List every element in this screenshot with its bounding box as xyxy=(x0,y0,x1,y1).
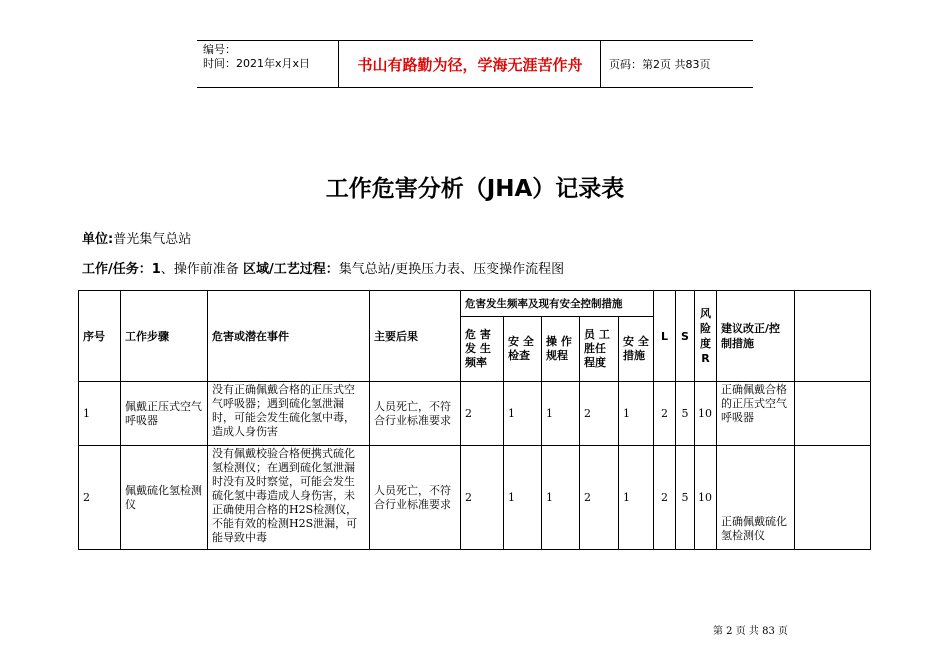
row-S: 5 xyxy=(676,446,695,550)
row-freq: 2 xyxy=(461,382,504,446)
header-seq: 序号 xyxy=(79,291,121,382)
header-safety-check: 安 全 检查 xyxy=(504,317,542,382)
row-hazard: 没有佩戴校验合格便携式硫化氢检测仪；在遇到硫化氢泄漏时没有及时察觉，可能会发生硫化氢中毒造成人身伤害，未正确使用合格的H2S检测仪，不能有效的检测H2S泄漏，可能导致中毒 xyxy=(208,446,370,550)
row-procedure: 1 xyxy=(542,446,580,550)
header-hazard: 危害或潜在事件 xyxy=(208,291,370,382)
task-line xyxy=(82,258,564,277)
row-R: 10 xyxy=(695,382,717,446)
task-value: 、操作前准备 xyxy=(160,262,239,277)
row-safety-check: 1 xyxy=(504,382,542,446)
table-row xyxy=(79,446,871,550)
header-competence: 员 工 胜任程度 xyxy=(580,317,619,382)
header-risk: 风险度 R xyxy=(695,291,717,382)
area-value: 集气总站/更换压力表、压变操作流程图 xyxy=(338,262,565,277)
table-row xyxy=(79,382,871,446)
header-freq: 危 害 发 生 频率 xyxy=(461,317,504,382)
table-header-row xyxy=(79,291,871,317)
header-meta xyxy=(197,41,339,87)
header-frequency-group: 危害发生频率及现有安全控制措施 xyxy=(461,291,654,317)
row-competence: 2 xyxy=(580,382,619,446)
row-consequence: 人员死亡，不符合行业标准要求 xyxy=(370,446,461,550)
row-R: 10 xyxy=(695,446,717,550)
row-safety-check: 1 xyxy=(504,446,542,550)
row-safety-measures: 1 xyxy=(619,382,654,446)
header-consequence: 主要后果 xyxy=(370,291,461,382)
row-L: 2 xyxy=(654,446,676,550)
row-suggest: 正确佩戴合格的正压式空气呼吸器 xyxy=(717,382,795,446)
header-procedure: 操 作 规程 xyxy=(542,317,580,382)
header-safety-measures: 安 全 措施 xyxy=(619,317,654,382)
header-page-info: 页码：第2页 共83页 xyxy=(609,58,711,71)
blank-cell xyxy=(795,382,871,446)
row-hazard: 没有正确佩戴合格的正压式空气呼吸器；遇到硫化氢泄漏时，可能会发生硫化氢中毒，造成人身伤害 xyxy=(208,382,370,446)
header-step: 工作步骤 xyxy=(121,291,208,382)
page-header xyxy=(197,40,753,88)
header-motto: 书山有路勤为径，学海无涯苦作舟 xyxy=(340,41,601,87)
row-suggest: 正确佩戴硫化氢检测仪 xyxy=(717,446,795,550)
blank-cell xyxy=(795,446,871,550)
time-label: 时间：2021年x月x日 xyxy=(203,57,311,70)
task-label: 工作/任务：1 xyxy=(82,262,161,277)
area-label: 区域/工艺过程： xyxy=(242,262,339,277)
blank-cell xyxy=(795,291,871,382)
header-L: L xyxy=(654,291,676,382)
row-S: 5 xyxy=(676,382,695,446)
row-seq: 1 xyxy=(79,382,121,446)
header-S: S xyxy=(676,291,695,382)
header-suggest: 建议改正/控制措施 xyxy=(717,291,795,382)
unit-label: 单位: xyxy=(82,232,114,247)
row-step: 佩戴硫化氢检测仪 xyxy=(121,446,208,550)
unit-line xyxy=(82,228,191,247)
row-procedure: 1 xyxy=(542,382,580,446)
page-footer: 第 2 页 共 83 页 xyxy=(713,626,788,637)
row-safety-measures: 1 xyxy=(619,446,654,550)
document-title: 工作危害分析（JHA）记录表 xyxy=(325,176,625,202)
row-consequence: 人员死亡，不符合行业标准要求 xyxy=(370,382,461,446)
row-freq: 2 xyxy=(461,446,504,550)
row-step: 佩戴正压式空气呼吸器 xyxy=(121,382,208,446)
unit-value: 普光集气总站 xyxy=(113,232,192,247)
row-L: 2 xyxy=(654,382,676,446)
number-label: 编号： xyxy=(203,43,236,56)
row-seq: 2 xyxy=(79,446,121,550)
row-competence: 2 xyxy=(580,446,619,550)
jha-table xyxy=(78,290,871,550)
